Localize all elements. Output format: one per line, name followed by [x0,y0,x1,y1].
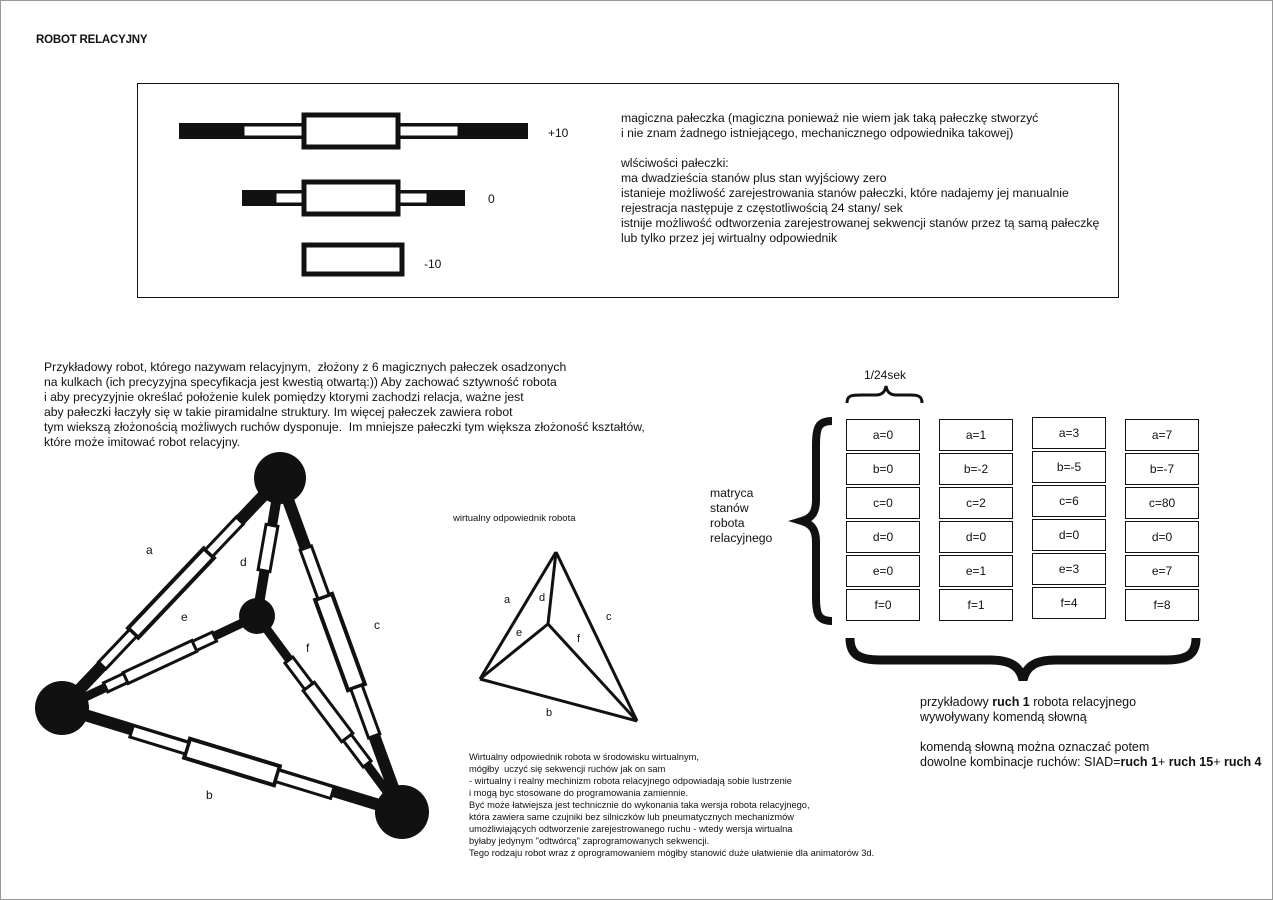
virtual-edge-label-c: c [606,611,612,623]
text-line: Tego rodzaju robot wraz z oprogramowaniem mógłby stanowić duże ułatwienie dla animatorów 3d. [469,848,875,858]
wand-state-zero [242,182,465,214]
text-line: komendą słowną można oznaczać potem [920,740,1150,754]
blank-line [920,725,1262,740]
matrix-cell: b=-5 [1032,451,1106,483]
text-span: + [1213,755,1224,769]
text-line: lub tylko przez jej wirtualny odpowiednik [621,231,838,245]
matrix-cell: f=4 [1032,587,1106,619]
robot-ball-inner [239,598,275,634]
text-line: istanieje możliwość zarejestrowania stanów pałeczki, które nadajemy jej manualnie [621,186,1069,200]
wand-state-minus10 [304,245,402,274]
matrix-cell: d=0 [1125,521,1199,553]
interval-label: 1/24sek [864,368,907,382]
virtual-edge-label-f: f [577,633,581,645]
text-span: + [1157,755,1169,769]
text-line: tym wiekszą złożonością możliwych ruchów dysponuje. Im mniejsze pałeczki tym większa złożoność kształtów, [44,420,645,434]
text-line: matryca [710,486,754,500]
text-line: - wirtualny i realny mechinizm robota relacyjnego odpowiadają sobie lustrzenie [469,776,792,786]
text-line: byłaby jedynym "odtwórcą" zaprogramowanych sekwencji. [469,836,710,846]
matrix-cell: a=7 [1125,419,1199,451]
robot-description [44,360,645,450]
matrix-cell: e=7 [1125,555,1199,587]
text-line: stanów [710,501,749,515]
matrix-cell: e=3 [1032,553,1106,585]
text-line: umożliwiających odtworzenie zarejestrowanego ruchu - wtedy wersja wirtualna [469,824,793,834]
wand-state-label: -10 [424,257,442,271]
page-title: ROBOT RELACYJNY [36,34,148,46]
text-line [621,141,1099,156]
virtual-edge-label-d: d [539,592,546,604]
text-line: rejestracja następuje z częstotliwością 24 stany/ sek [621,201,903,215]
matrix-cell: b=-7 [1125,453,1199,485]
text-span: dowolne kombinacje ruchów: SIAD= [920,755,1121,769]
robot-ball-left [35,681,89,735]
text-span: robota relacyjnego [1029,695,1137,709]
virtual-edge-label-a: a [504,594,511,606]
text-line: i aby precyzyjnie określać położenie kulek pomiędzy ktorymi zachodzi relacja, ważne jest [44,390,524,404]
text-line: Wirtualny odpowiednik robota w środowisku wirtualnym, [469,752,699,762]
matrix-cell: e=1 [939,555,1013,587]
matrix-label [710,486,772,546]
wand-state-plus10 [179,115,528,147]
matrix-cell: e=0 [846,555,920,587]
virtual-edge-label-b: b [546,707,553,719]
text-line: wywoływany komendą słowną [920,710,1087,724]
text-line: robota [710,516,745,530]
robot-ball-top [254,452,306,504]
physical-robot [35,452,429,839]
move-name: ruch 1 [1120,755,1158,769]
move-name: ruch 15 [1168,755,1214,769]
text-line: Być może łatwiejsza jest technicznie do wykonania taka wersja robota relacyjnego, [469,800,810,810]
matrix-cell: d=0 [939,521,1013,553]
robot-edge-label-d: d [240,555,247,569]
virtual-robot [480,552,637,721]
left-brace [802,421,832,621]
text-line: która zawiera same czujniki bez silniczków lub pneumatycznych mechanizmów [469,812,795,822]
text-span: przykładowy [920,695,993,709]
matrix-cell: b=-2 [939,453,1013,485]
virtual-description [469,751,874,859]
text-line: i nie znam żadnego istniejącego, mechanicznego odpowiednika takowej) [621,126,1014,140]
text-line [920,755,1262,770]
robot-edge-label-f: f [306,641,310,655]
wand-state-label: +10 [548,126,569,140]
matrix-cell: f=8 [1125,589,1199,621]
matrix-cell: f=1 [939,589,1013,621]
virtual-robot-title: wirtualny odpowiednik robota [453,513,576,524]
matrix-cell: a=0 [846,419,920,451]
text-line: magiczna pałeczka (magiczna ponieważ nie wiem jak taką pałeczkę stworzyć [621,111,1039,125]
wand-description [621,111,1099,246]
matrix-cell: d=0 [846,521,920,553]
move-caption [920,695,1262,770]
robot-edge-label-c: c [374,618,380,632]
matrix-cell: c=2 [939,487,1013,519]
text-line: ma dwadzieścia stanów plus stan wyjściowy zero [621,171,887,185]
robot-ball-right [375,785,429,839]
text-line [920,695,1262,710]
matrix-cell: b=0 [846,453,920,485]
matrix-cell: d=0 [1032,519,1106,551]
robot-edge-label-a: a [146,543,153,557]
text-line: Przykładowy robot, którego nazywam relacyjnym, złożony z 6 magicznych pałeczek osadzonych [44,360,567,374]
text-line: na kulkach (ich precyzyjna specyfikacja jest kwestią otwartą:)) Aby zachować sztywność robota [44,375,557,389]
move-name: ruch 4 [1224,755,1262,769]
interval-brace [847,386,922,403]
text-line: relacyjnego [710,531,773,545]
move-name: ruch 1 [992,695,1030,709]
wand-state-label: 0 [488,192,495,206]
text-line: istnije możliwość odtworzenia zarejestrowanej sekwencji stanów przez tą samą pałeczkę [621,216,1100,230]
text-line: które może imitować robot relacyjny. [44,435,241,449]
robot-edge-label-e: e [181,610,188,624]
matrix-cell: a=1 [939,419,1013,451]
matrix-cell: c=80 [1125,487,1199,519]
text-line: wlściwości pałeczki: [621,156,729,170]
text-line: aby pałeczki łaczyły się w takie piramidalne struktury. Im więcej pałeczek zawiera robot [44,405,513,419]
text-line: i mogą byc stosowane do programowania zamiennie. [469,788,689,798]
matrix-cell: c=0 [846,487,920,519]
matrix-cell: c=6 [1032,485,1106,517]
text-line: mógłby uczyć się sekwencji ruchów jak on sam [469,764,666,774]
matrix-cell: f=0 [846,589,920,621]
matrix-cell: a=3 [1032,417,1106,449]
virtual-edge-label-e: e [516,627,523,639]
bottom-brace [850,638,1196,680]
robot-edge-label-b: b [206,788,213,802]
